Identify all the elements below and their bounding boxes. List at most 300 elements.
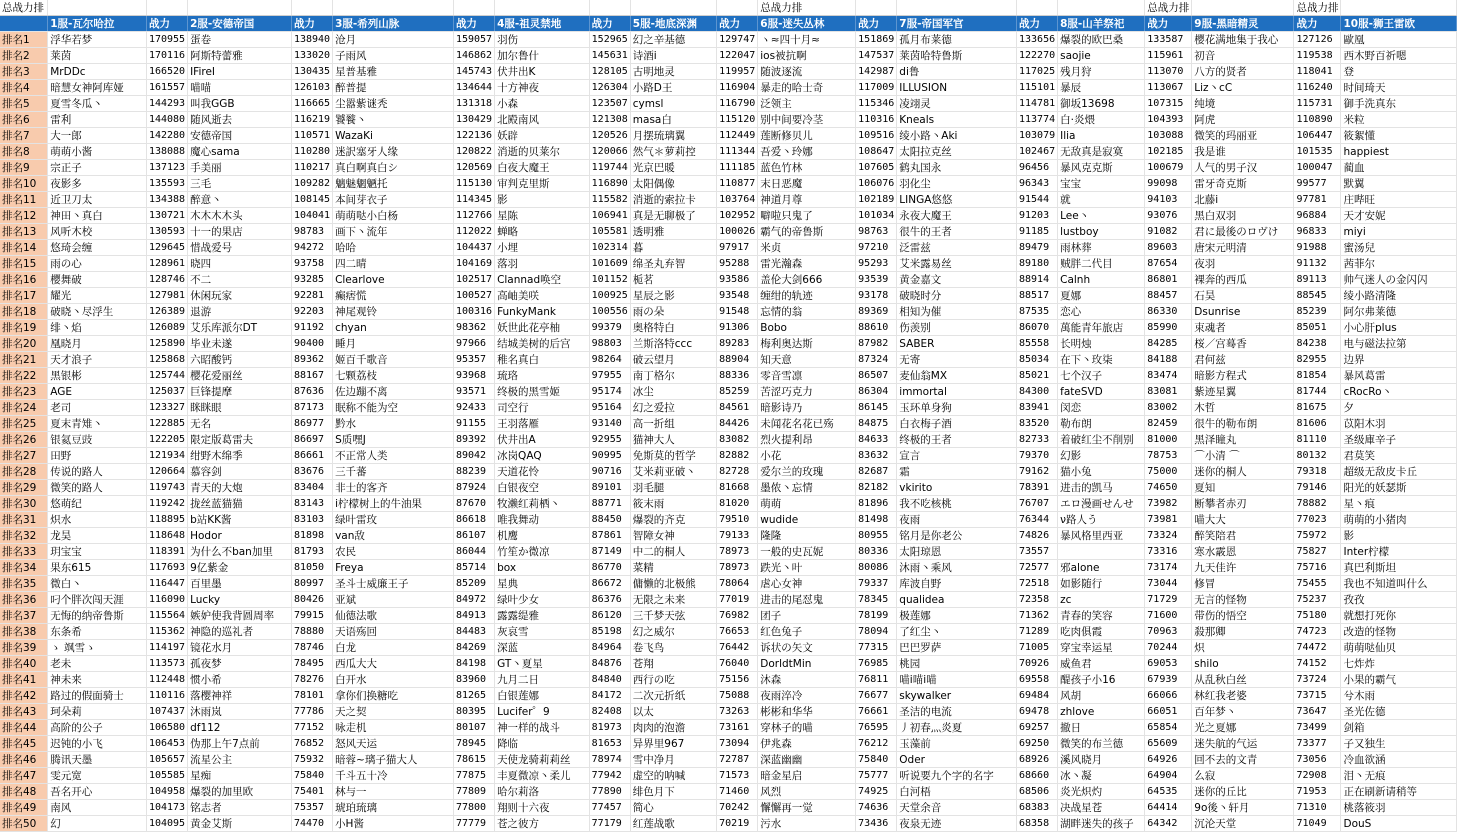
table-row (0, 240, 1457, 256)
power-value-cell: 84483 (453, 624, 494, 640)
player-name-cell: 醉意丶 (188, 192, 292, 208)
power-value-cell: 110890 (1294, 112, 1341, 128)
player-name-cell: Freya (333, 560, 454, 576)
power-value-cell: 84238 (1294, 336, 1341, 352)
player-name-cell: 暗影方程式 (1192, 368, 1294, 384)
rank-cell: 排名38 (0, 624, 48, 640)
player-name-cell: 珂朵莉 (48, 704, 147, 720)
player-name-cell: 幻之爱拉 (630, 400, 716, 416)
player-name-cell: 很牛的勒布朗 (1192, 416, 1294, 432)
power-value-cell: 118391 (146, 544, 187, 560)
power-value-cell: 76811 (856, 672, 897, 688)
power-value-cell: 134644 (453, 80, 494, 96)
power-value-cell: 71729 (1145, 592, 1192, 608)
power-value-cell: 77786 (291, 704, 332, 720)
header-row (0, 16, 1457, 32)
player-name-cell: 隆隆 (758, 528, 856, 544)
power-value-cell: 89283 (717, 336, 758, 352)
player-name-cell: Dsunrise (1192, 304, 1294, 320)
player-name-cell: 叫我GGB (188, 96, 292, 112)
player-name-cell: 妖世此花亭柚 (495, 320, 590, 336)
table-row (0, 272, 1457, 288)
power-value-cell: 77152 (291, 720, 332, 736)
player-name-cell: 丰夏微凉丶柔儿 (495, 768, 590, 784)
power-value-cell: 104437 (453, 240, 494, 256)
player-name-cell: 大一郎 (48, 128, 147, 144)
player-name-cell: 青春的笑容 (1058, 608, 1145, 624)
player-name-cell: 画下丶流年 (333, 224, 454, 240)
player-name-cell: 林红我老婆 (1192, 688, 1294, 704)
power-value-cell: 89479 (1017, 240, 1058, 256)
power-value-cell: 116447 (146, 576, 187, 592)
player-name-cell: 黑银彬 (48, 368, 147, 384)
power-value-cell: 103764 (717, 192, 758, 208)
player-name-cell: LINGA悠悠 (897, 192, 1017, 208)
power-value-cell: 96833 (1294, 224, 1341, 240)
player-name-cell: 雨の朵 (630, 304, 716, 320)
player-name-cell: 暴风葛雷 (1341, 368, 1457, 384)
power-value-cell: 84188 (1145, 352, 1192, 368)
player-name-cell: 农民 (333, 544, 454, 560)
power-value-cell: 66066 (1145, 688, 1192, 704)
section-title: 总战力排 (1294, 0, 1341, 16)
table-row (0, 784, 1457, 800)
empty-cell (291, 0, 332, 16)
empty-cell (897, 0, 1017, 16)
player-name-cell: 改造的怪物 (1341, 624, 1457, 640)
power-value-cell: 96884 (1294, 208, 1341, 224)
power-value-cell: 88545 (1294, 288, 1341, 304)
player-name-cell: 百里墨 (188, 576, 292, 592)
rank-cell: 排名5 (0, 96, 48, 112)
player-name-cell: 微笑的路人 (48, 480, 147, 496)
player-name-cell: 丿初春灬炎夏 (897, 720, 1017, 736)
player-name-cell: 夜泉无迹 (897, 816, 1017, 832)
player-name-cell: ゝ 飒雪ゝ (48, 640, 147, 656)
power-value-cell: 95174 (589, 384, 630, 400)
power-value-cell: 106941 (589, 208, 630, 224)
table-row (0, 576, 1457, 592)
power-value-cell: 82182 (856, 480, 897, 496)
player-name-cell: 白开水 (333, 672, 454, 688)
power-value-cell: 133656 (1017, 32, 1058, 48)
power-value-cell: 108647 (856, 144, 897, 160)
player-name-cell: 巨锋提摩 (188, 384, 292, 400)
player-name-cell: 退游 (188, 304, 292, 320)
power-value-cell: 119538 (1294, 48, 1341, 64)
power-value-cell: 78101 (291, 688, 332, 704)
player-name-cell: 琥珀琉璃 (333, 800, 454, 816)
player-name-cell: 哈哈 (333, 240, 454, 256)
power-value-cell: 75401 (291, 784, 332, 800)
player-name-cell: 流星公主 (188, 752, 292, 768)
power-value-cell: 90995 (589, 448, 630, 464)
header-power-label: 战力 (291, 16, 332, 32)
power-value-cell: 69053 (1145, 656, 1192, 672)
power-value-cell: 116890 (589, 176, 630, 192)
player-name-cell: 樱舞破 (48, 272, 147, 288)
player-name-cell: 随风逝去 (188, 112, 292, 128)
power-value-cell: 91548 (717, 304, 758, 320)
player-name-cell: 君何兹 (1192, 352, 1294, 368)
player-name-cell: 灰哀雪 (495, 624, 590, 640)
table-row (0, 32, 1457, 48)
player-name-cell: 冰尘 (630, 384, 716, 400)
power-value-cell: 64926 (1145, 752, 1192, 768)
rank-cell: 排名19 (0, 320, 48, 336)
power-value-cell: 78753 (1145, 448, 1192, 464)
power-value-cell: 112766 (453, 208, 494, 224)
table-row (0, 496, 1457, 512)
player-name-cell: 爱尔兰的玫瑰 (758, 464, 856, 480)
power-value-cell: 120526 (589, 128, 630, 144)
section-title: 总战力排 (758, 0, 856, 16)
player-name-cell: 巴巴罗萨 (897, 640, 1017, 656)
empty-cell (48, 0, 147, 16)
power-value-cell: 85051 (1294, 320, 1341, 336)
player-name-cell: 浮华若梦 (48, 32, 147, 48)
player-name-cell: 懈懈再一觉 (758, 800, 856, 816)
player-name-cell: Inter柠檬 (1341, 544, 1457, 560)
power-value-cell: 115564 (146, 608, 187, 624)
player-name-cell: 智障女神 (630, 528, 716, 544)
power-value-cell: 151869 (856, 32, 897, 48)
player-name-cell: S质嘿J (333, 432, 454, 448)
player-name-cell: 伪那上午7点前 (188, 736, 292, 752)
player-name-cell: 断攀者赤刃 (1192, 496, 1294, 512)
power-value-cell: 115961 (1145, 48, 1192, 64)
table-row (0, 400, 1457, 416)
player-name-cell: 太阳拉克丝 (897, 144, 1017, 160)
empty-cell (146, 0, 187, 16)
player-name-cell: 白夜大魔王 (495, 160, 590, 176)
player-name-cell: Kneals (897, 112, 1017, 128)
power-value-cell: 100527 (453, 288, 494, 304)
player-name-cell: 西木野百祈嗯 (1341, 48, 1457, 64)
player-name-cell: 泛雷兹 (897, 240, 1017, 256)
power-value-cell: 91082 (1145, 224, 1192, 240)
power-value-cell: 123327 (146, 400, 187, 416)
power-value-cell: 110116 (146, 688, 187, 704)
player-name-cell: 铭志者 (188, 800, 292, 816)
player-name-cell: 神道月尊 (758, 192, 856, 208)
power-value-cell: 116665 (291, 96, 332, 112)
player-name-cell: 萌萌小酱 (48, 144, 147, 160)
power-value-cell: 76707 (1017, 496, 1058, 512)
player-name-cell: 七颗荔枝 (333, 368, 454, 384)
rank-cell: 排名42 (0, 688, 48, 704)
player-name-cell: 夏娜 (1058, 288, 1145, 304)
rank-cell: 排名6 (0, 112, 48, 128)
table-row (0, 432, 1457, 448)
player-name-cell: 九天佳许 (1192, 560, 1294, 576)
table-row (0, 560, 1457, 576)
power-value-cell: 103088 (1145, 128, 1192, 144)
table-row (0, 768, 1457, 784)
power-value-cell: 113067 (1145, 80, 1192, 96)
player-name-cell: 蝉略 (495, 224, 590, 240)
power-value-cell: 76852 (291, 736, 332, 752)
player-name-cell: 嫉妒使我背圆周率 (188, 608, 292, 624)
player-name-cell: 诉状の矢文 (758, 640, 856, 656)
power-value-cell: 125890 (146, 336, 187, 352)
player-name-cell: 边界 (1341, 352, 1457, 368)
power-value-cell: 114781 (1017, 96, 1058, 112)
player-name-cell: 蓝色竹林 (758, 160, 856, 176)
power-value-cell: 100556 (589, 304, 630, 320)
power-value-cell: 71005 (1017, 640, 1058, 656)
power-value-cell: 80132 (1294, 448, 1341, 464)
player-name-cell: 石昊 (1192, 288, 1294, 304)
power-value-cell: 86330 (1145, 304, 1192, 320)
empty-cell (1058, 0, 1145, 16)
header-power-label: 战力 (453, 16, 494, 32)
power-value-cell: 88914 (1017, 272, 1058, 288)
player-name-cell: b站KK酱 (188, 512, 292, 528)
player-name-cell: 天之契 (333, 704, 454, 720)
player-name-cell: Lucifer゜9 (495, 704, 590, 720)
power-value-cell: 70242 (717, 800, 758, 816)
power-value-cell: 88457 (1145, 288, 1192, 304)
player-name-cell: 终极的王者 (897, 432, 1017, 448)
power-value-cell: 104173 (146, 800, 187, 816)
table-row (0, 464, 1457, 480)
header-server-name: 8服-山羊祭祀 (1058, 16, 1145, 32)
player-name-cell: 傭懒的北极熊 (630, 576, 716, 592)
power-value-cell: 71600 (1145, 608, 1192, 624)
player-name-cell: 真是无聊极了 (630, 208, 716, 224)
player-name-cell: 虚空的呐喊 (630, 768, 716, 784)
player-name-cell: ν路人う (1058, 512, 1145, 528)
player-name-cell: 木木木木头 (188, 208, 292, 224)
player-name-cell: 老未 (48, 656, 147, 672)
player-name-cell: 暗慧女神阿库娅 (48, 80, 147, 96)
player-name-cell: 爆裂的齐克 (630, 512, 716, 528)
player-name-cell: 妖辟 (495, 128, 590, 144)
player-name-cell: fateSVD (1058, 384, 1145, 400)
player-name-cell: SABER (897, 336, 1017, 352)
power-value-cell: 80086 (856, 560, 897, 576)
empty-cell (856, 0, 897, 16)
rank-cell: 排名21 (0, 352, 48, 368)
power-value-cell: 98783 (291, 224, 332, 240)
player-name-cell: 千斗五十冷 (333, 768, 454, 784)
power-value-cell: 73724 (1294, 672, 1341, 688)
player-name-cell: 着破红尘不削别 (1058, 432, 1145, 448)
power-value-cell: 82728 (717, 464, 758, 480)
rank-cell: 排名43 (0, 704, 48, 720)
power-value-cell: 74723 (1294, 624, 1341, 640)
power-value-cell: 133587 (1145, 32, 1192, 48)
player-name-cell: 殺那卿 (1192, 624, 1294, 640)
power-value-cell: 119744 (589, 160, 630, 176)
power-value-cell: 96456 (1017, 160, 1058, 176)
rank-cell: 排名49 (0, 800, 48, 816)
player-name-cell: 安德帝国 (188, 128, 292, 144)
player-name-cell: lustboy (1058, 224, 1145, 240)
player-name-cell: box (495, 560, 590, 576)
player-name-cell: 黑白双羽 (1192, 208, 1294, 224)
player-name-cell: 一般的史瓦妮 (758, 544, 856, 560)
power-value-cell: 102185 (1145, 144, 1192, 160)
power-value-cell: 100679 (1145, 160, 1192, 176)
power-value-cell: 79146 (1294, 480, 1341, 496)
player-name-cell: 羽毛腿 (630, 480, 716, 496)
power-value-cell: 81898 (291, 528, 332, 544)
power-value-cell: 79337 (856, 576, 897, 592)
player-name-cell: ios被抗啊 (758, 48, 856, 64)
player-name-cell: 醉笑陪君 (1192, 528, 1294, 544)
player-name-cell: 天使龙骑莉莉丝 (495, 752, 590, 768)
player-name-cell: 了红尘丶 (897, 624, 1017, 640)
power-value-cell: 82459 (1145, 416, 1192, 432)
player-name-cell: 诗酒i (630, 48, 716, 64)
rank-cell: 排名12 (0, 208, 48, 224)
player-name-cell: 北藤i (1192, 192, 1294, 208)
player-name-cell: 夏末青雉丶 (48, 416, 147, 432)
power-value-cell: 129747 (717, 32, 758, 48)
power-value-cell: 92433 (453, 400, 494, 416)
player-name-cell: 幻 (48, 816, 147, 832)
player-name-cell: 缠绀的轨迹 (758, 288, 856, 304)
power-value-cell: 77457 (589, 800, 630, 816)
power-value-cell: 81744 (1294, 384, 1341, 400)
power-value-cell: 102517 (453, 272, 494, 288)
player-name-cell: 星陈 (495, 208, 590, 224)
player-name-cell: 喵大大 (1192, 512, 1294, 528)
player-name-cell: 苡阳木羽 (1341, 416, 1457, 432)
player-name-cell: 永夜大魔王 (897, 208, 1017, 224)
rank-cell: 排名37 (0, 608, 48, 624)
power-value-cell: 146862 (453, 48, 494, 64)
player-name-cell: 我不吃核桃 (897, 496, 1017, 512)
power-value-cell: 75827 (1294, 544, 1341, 560)
power-value-cell: 87861 (589, 528, 630, 544)
power-value-cell: 115362 (146, 624, 187, 640)
empty-cell (495, 0, 590, 16)
player-name-cell: 听说要九个字的名字 (897, 768, 1017, 784)
player-name-cell: di鲁 (897, 64, 1017, 80)
player-name-cell: 雨の心 (48, 256, 147, 272)
power-value-cell: 99379 (589, 320, 630, 336)
table-row (0, 608, 1457, 624)
power-value-cell: 76212 (856, 736, 897, 752)
power-value-cell: 107315 (1145, 96, 1192, 112)
power-value-cell: 80997 (291, 576, 332, 592)
power-value-cell: 71310 (1294, 800, 1341, 816)
player-name-cell: 沉沦天堂 (1192, 816, 1294, 832)
power-value-cell: 81653 (589, 736, 630, 752)
player-name-cell: qualidea (897, 592, 1017, 608)
power-value-cell: 86145 (856, 400, 897, 416)
power-value-cell: 81896 (856, 496, 897, 512)
rank-cell: 排名29 (0, 480, 48, 496)
player-name-cell: 炽水 (48, 512, 147, 528)
player-name-cell: 白银夜空 (495, 480, 590, 496)
power-value-cell: 97781 (1294, 192, 1341, 208)
player-name-cell: 幻影 (1058, 448, 1145, 464)
player-name-cell: 迷失航的气运 (1192, 736, 1294, 752)
power-value-cell: 83520 (1017, 416, 1058, 432)
player-name-cell: 伏井出A (495, 432, 590, 448)
power-value-cell: 135593 (146, 176, 187, 192)
player-name-cell: 醍孩子小16 (1058, 672, 1145, 688)
player-name-cell: IFireI (188, 64, 292, 80)
player-name-cell: 光京巴暖 (630, 160, 716, 176)
player-name-cell: 林与一 (333, 784, 454, 800)
player-name-cell: 咏走机 (333, 720, 454, 736)
player-name-cell: 时间琦天 (1341, 80, 1457, 96)
power-value-cell: 78064 (717, 576, 758, 592)
player-name-cell: 艾米露易丝 (897, 256, 1017, 272)
player-name-cell: Calnh (1058, 272, 1145, 288)
player-name-cell: 暗蓉~璃子猫大人 (333, 752, 454, 768)
power-value-cell: 86376 (589, 592, 630, 608)
player-name-cell: 宣言 (897, 448, 1017, 464)
player-name-cell: 机鹰 (495, 528, 590, 544)
power-value-cell: 69478 (1017, 704, 1058, 720)
player-name-cell: 剑箱 (1341, 720, 1457, 736)
power-value-cell: 77779 (453, 816, 494, 832)
player-name-cell: 9亿紫金 (188, 560, 292, 576)
player-name-cell: 伤羡别 (897, 320, 1017, 336)
power-value-cell: 76982 (717, 608, 758, 624)
player-name-cell: 眠称不能为空 (333, 400, 454, 416)
table-row (0, 736, 1457, 752)
player-name-cell: 艾乐库派尔DT (188, 320, 292, 336)
power-value-cell: 89603 (1145, 240, 1192, 256)
player-name-cell: chyan (333, 320, 454, 336)
player-name-cell: 六昭酸钙 (188, 352, 292, 368)
player-name-cell: 魑魅魍魉托 (333, 176, 454, 192)
power-value-cell: 64535 (1145, 784, 1192, 800)
player-name-cell: ヽ≈四十月≈ (758, 32, 856, 48)
power-value-cell: 126103 (291, 80, 332, 96)
table-row (0, 96, 1457, 112)
power-value-cell: 104958 (146, 784, 187, 800)
player-name-cell: 小森 (495, 96, 590, 112)
power-value-cell: 126304 (589, 80, 630, 96)
player-name-cell: 肉肉的泡澹 (630, 720, 716, 736)
player-name-cell: 污水 (758, 816, 856, 832)
power-value-cell: 86070 (1017, 320, 1058, 336)
power-value-cell: 95293 (856, 256, 897, 272)
power-value-cell: 78391 (1017, 480, 1058, 496)
power-value-cell: 84426 (717, 416, 758, 432)
player-name-cell: 东条希 (48, 624, 147, 640)
player-name-cell: 蛋卷 (188, 32, 292, 48)
power-value-cell: 108145 (291, 192, 332, 208)
player-name-cell: saojie (1058, 48, 1145, 64)
player-name-cell: 无名 (188, 416, 292, 432)
player-name-cell: 破云望月 (630, 352, 716, 368)
player-name-cell: 相知为催 (897, 304, 1017, 320)
player-name-cell: 白衣梅子酒 (897, 416, 1017, 432)
player-name-cell: 毕业未遂 (188, 336, 292, 352)
power-value-cell: 70244 (1145, 640, 1192, 656)
player-name-cell: 超级无敌皮卡丘 (1341, 464, 1457, 480)
power-value-cell: 73094 (717, 736, 758, 752)
power-value-cell: 84633 (856, 432, 897, 448)
power-value-cell: 170116 (146, 48, 187, 64)
player-name-cell: 雯元宽 (48, 768, 147, 784)
player-name-cell: 南风 (48, 800, 147, 816)
player-name-cell: 天堂余音 (897, 800, 1017, 816)
power-value-cell: 100047 (1294, 160, 1341, 176)
player-name-cell: 拢丝蓝猫猫 (188, 496, 292, 512)
player-name-cell: 猫小兔 (1058, 464, 1145, 480)
power-value-cell: 78199 (856, 608, 897, 624)
